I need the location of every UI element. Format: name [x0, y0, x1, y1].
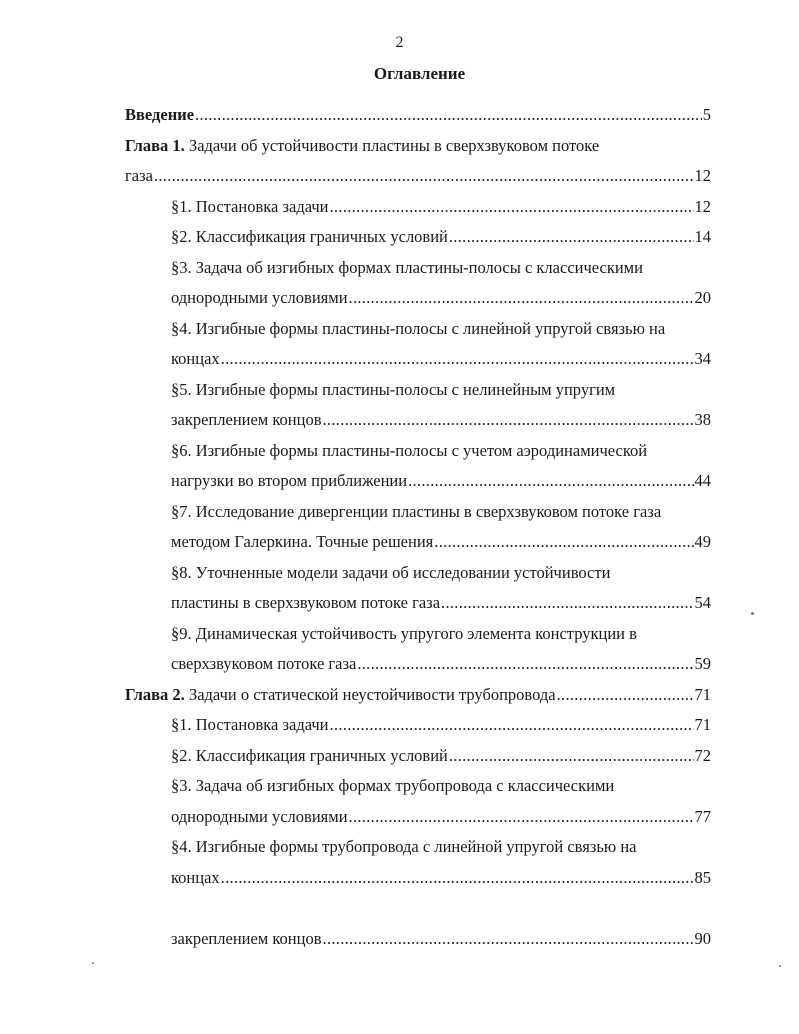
toc-page-number: 85: [694, 868, 711, 887]
toc-page-number: 71: [694, 685, 711, 704]
dot-leader: [330, 710, 694, 740]
toc-page-number: 49: [694, 532, 711, 551]
toc-entry-label: Введение: [125, 105, 195, 124]
toc-entry-text: Задачи о статической неустойчивости трубопровода: [188, 685, 556, 704]
dot-leader: [154, 161, 694, 191]
toc-entry-ch1-s3-cont[interactable]: [171, 283, 711, 313]
dot-leader: [221, 344, 694, 374]
toc-page-number: 44: [694, 471, 711, 490]
toc-entry-chapter-1-cont[interactable]: [125, 161, 711, 191]
toc-entry-text: сверхзвуковом потоке газа: [171, 654, 357, 673]
scan-speck: [779, 965, 781, 967]
page-number: 2: [395, 34, 404, 51]
toc-entry-chapter-2[interactable]: [125, 680, 711, 710]
dot-leader: [195, 100, 702, 130]
toc-entry-ch2-s3[interactable]: [171, 771, 711, 801]
toc-entry-text: §5. Изгибные формы пластины-полосы с нелинейным упругим: [171, 380, 616, 399]
toc-entry-ch1-s1[interactable]: [171, 192, 711, 222]
toc-entry-text: газа: [125, 166, 153, 185]
toc-entry-ch2-s2[interactable]: [171, 741, 711, 771]
dot-leader: [330, 192, 694, 222]
dot-leader: [449, 741, 694, 771]
toc-entry-ch2-s5-cont[interactable]: [171, 924, 711, 954]
toc-page-number: 34: [694, 349, 711, 368]
toc-entry-ch1-s3[interactable]: [171, 253, 711, 283]
toc-entry-text: Задачи об устойчивости пластины в сверхзвуковом потоке: [188, 136, 600, 155]
toc-entry-text: §8. Уточненные модели задачи об исследовании устойчивости: [171, 563, 611, 582]
page-title: Оглавление: [373, 64, 466, 83]
toc-entry-ch2-s5[interactable]: [171, 893, 711, 923]
toc-entry-text: концах: [171, 349, 220, 368]
toc-page-number: 77: [694, 807, 711, 826]
toc-entry-text: §3. Задача об изгибных формах пластины-полосы с классическими: [171, 258, 643, 277]
toc-entry-ch2-s3-cont[interactable]: [171, 802, 711, 832]
dot-leader: [441, 588, 693, 618]
toc-entry-ch1-s6[interactable]: [171, 436, 711, 466]
toc-entry-ch1-s4[interactable]: [171, 314, 711, 344]
toc-page-number: 54: [694, 593, 711, 612]
toc-entry-text: нагрузки во втором приближении: [171, 471, 408, 490]
toc-entry-ch1-s8-cont[interactable]: [171, 588, 711, 618]
toc-entry-ch2-s1[interactable]: [171, 710, 711, 740]
toc-entry-label: Глава 1.: [125, 136, 185, 155]
toc-entry-text: закреплением концов: [171, 410, 322, 429]
toc-entry-text: §6. Изгибные формы пластины-полосы с учетом аэродинамической: [171, 441, 648, 460]
dot-leader: [449, 222, 694, 252]
toc-entry-ch2-s4-cont[interactable]: [171, 863, 711, 893]
toc-entry-ch1-s5[interactable]: [171, 375, 711, 405]
toc-page-number: 5: [702, 105, 711, 124]
toc-entry-text: §1. Постановка задачи: [171, 197, 329, 216]
toc-entry-ch1-s8[interactable]: [171, 558, 711, 588]
toc-entry-ch1-s2[interactable]: [171, 222, 711, 252]
toc-entry-chapter-1[interactable]: [125, 131, 711, 161]
dot-leader: [323, 405, 694, 435]
toc-entry-ch1-s4-cont[interactable]: [171, 344, 711, 374]
toc-entry-text: концах: [171, 868, 220, 887]
toc-entry-text: §4. Изгибные формы пластины-полосы с линейной упругой связью на: [171, 319, 666, 338]
toc-entry-text: §2. Классификация граничных условий: [171, 746, 448, 765]
toc-entry-label: Глава 2.: [125, 685, 185, 704]
toc-entry-introduction[interactable]: [125, 100, 711, 130]
toc-entry-text: §3. Задача об изгибных формах трубопровода с классическими: [171, 776, 615, 795]
dot-leader: [557, 680, 694, 710]
toc-entry-text: пластины в сверхзвуковом потоке газа: [171, 593, 441, 612]
dot-leader: [323, 924, 694, 954]
scan-speck: [92, 962, 94, 964]
dot-leader: [221, 863, 694, 893]
toc-page-number: 90: [694, 929, 711, 948]
toc-entry-text: закреплением концов: [171, 929, 322, 948]
dot-leader: [408, 466, 693, 496]
toc-entry-ch2-s4[interactable]: [171, 832, 711, 862]
toc-entry-text: §9. Динамическая устойчивость упругого элемента конструкции в: [171, 624, 637, 643]
scan-speck: [751, 612, 754, 615]
toc-entry-text: §4. Изгибные формы трубопровода с линейной упругой связью на: [171, 837, 637, 856]
toc-page-number: 71: [694, 715, 711, 734]
toc-page-number: 72: [694, 746, 711, 765]
toc-page-number: 20: [694, 288, 711, 307]
toc-entry-ch1-s9-cont[interactable]: [171, 649, 711, 679]
toc-entry-text: §7. Исследование дивергенции пластины в сверхзвуковом потоке газа: [171, 502, 662, 521]
toc-entry-ch1-s7[interactable]: [171, 497, 711, 527]
dot-leader: [349, 283, 694, 313]
dot-leader: [357, 649, 693, 679]
dot-leader: [434, 527, 693, 557]
toc-entry-text: однородными условиями: [171, 807, 348, 826]
toc-page-number: 59: [694, 654, 711, 673]
toc-page-number: 14: [694, 227, 711, 246]
dot-leader: [349, 802, 694, 832]
toc-entry-text: §2. Классификация граничных условий: [171, 227, 448, 246]
toc-entry-ch1-s9[interactable]: [171, 619, 711, 649]
toc-entry-text: §1. Постановка задачи: [171, 715, 329, 734]
toc-entry-text: методом Галеркина. Точные решения: [171, 532, 434, 551]
toc-entry-ch1-s7-cont[interactable]: [171, 527, 711, 557]
toc-entry-ch1-s5-cont[interactable]: [171, 405, 711, 435]
toc-page-number: 12: [694, 166, 711, 185]
toc-entry-ch1-s6-cont[interactable]: [171, 466, 711, 496]
toc-page-number: 12: [694, 197, 711, 216]
toc-page-number: 38: [694, 410, 711, 429]
toc-entry-text: однородными условиями: [171, 288, 348, 307]
